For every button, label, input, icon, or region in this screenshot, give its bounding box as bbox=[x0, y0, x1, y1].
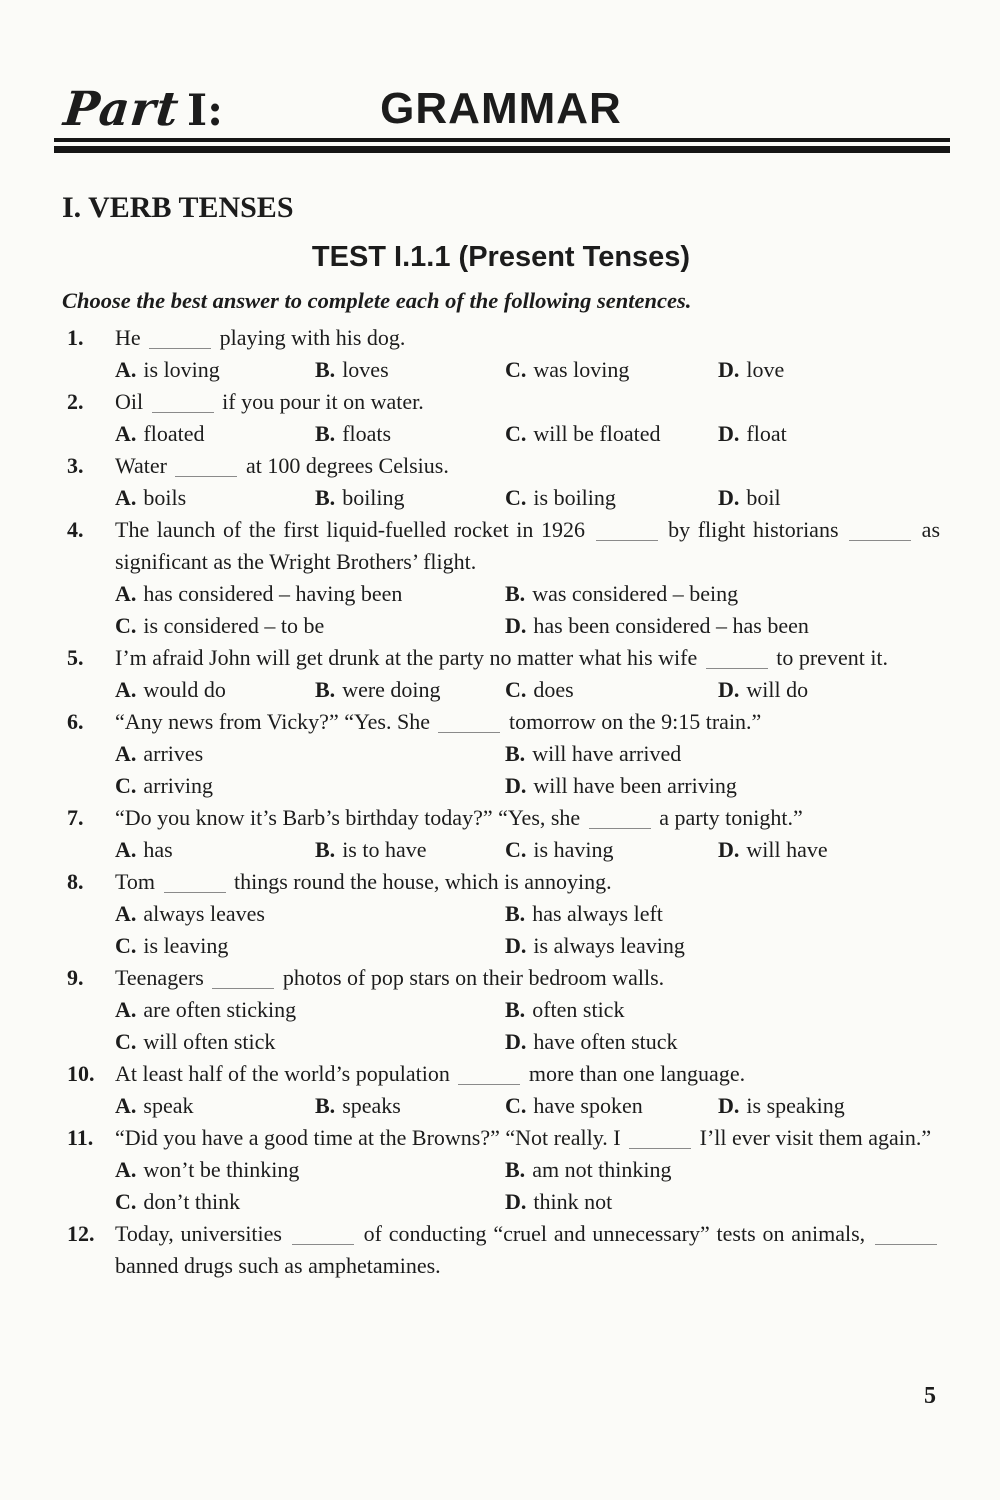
question-stem: He playing with his dog. bbox=[115, 325, 406, 350]
question-9 bbox=[62, 962, 940, 1058]
option-a: A. speak bbox=[115, 1093, 194, 1118]
option-row bbox=[115, 898, 940, 962]
option-label: C. bbox=[115, 1189, 137, 1214]
option-row bbox=[115, 1154, 940, 1218]
option-c: C. don’t think bbox=[115, 1189, 241, 1214]
option-label: A. bbox=[115, 741, 137, 766]
question-body bbox=[115, 962, 940, 1058]
option-label: B. bbox=[505, 997, 526, 1022]
option-label: B. bbox=[315, 677, 336, 702]
option-c: C. is considered – to be bbox=[115, 613, 325, 638]
option-b: B. boiling bbox=[315, 485, 405, 510]
option-label: C. bbox=[505, 677, 527, 702]
option-label: D. bbox=[505, 1189, 527, 1214]
option-label: A. bbox=[115, 357, 137, 382]
page-header bbox=[62, 82, 940, 136]
option-label: A. bbox=[115, 581, 137, 606]
header-rule bbox=[54, 138, 950, 153]
question-body bbox=[115, 866, 940, 962]
question-number: 3. bbox=[67, 453, 84, 478]
question-body bbox=[115, 322, 940, 386]
option-d: D. have often stuck bbox=[505, 1029, 678, 1054]
question-7 bbox=[62, 802, 940, 866]
option-row bbox=[115, 1090, 940, 1122]
option-label: A. bbox=[115, 677, 137, 702]
option-label: B. bbox=[505, 581, 526, 606]
option-d: D. boil bbox=[718, 485, 781, 510]
section-heading: I. VERB TENSES bbox=[62, 191, 294, 224]
question-stem: Tom things round the house, which is annoying. bbox=[115, 869, 612, 894]
option-label: A. bbox=[115, 997, 137, 1022]
option-label: B. bbox=[315, 837, 336, 862]
option-a: A. arrives bbox=[115, 741, 204, 766]
option-c: C. arriving bbox=[115, 773, 214, 798]
question-4 bbox=[62, 514, 940, 642]
option-d: D. will have bbox=[718, 837, 828, 862]
page-title: GRAMMAR bbox=[380, 84, 622, 133]
option-label: D. bbox=[505, 773, 527, 798]
option-d: D. is always leaving bbox=[505, 933, 685, 958]
answer-blank bbox=[292, 1231, 354, 1245]
option-row bbox=[115, 834, 940, 866]
instructions: Choose the best answer to complete each of the following sentences. bbox=[62, 288, 692, 313]
option-a: A. floated bbox=[115, 421, 205, 446]
option-b: B. has always left bbox=[505, 901, 663, 926]
option-label: D. bbox=[718, 357, 740, 382]
option-label: A. bbox=[115, 1157, 137, 1182]
question-3 bbox=[62, 450, 940, 514]
option-b: B. often stick bbox=[505, 997, 625, 1022]
option-b: B. was considered – being bbox=[505, 581, 739, 606]
question-11 bbox=[62, 1122, 940, 1218]
question-stem: I’m afraid John will get drunk at the party no matter what his wife to prevent it. bbox=[115, 645, 889, 670]
question-number: 10. bbox=[67, 1061, 95, 1086]
option-c: C. does bbox=[505, 677, 574, 702]
part-word: Part bbox=[61, 82, 182, 137]
option-label: C. bbox=[115, 933, 137, 958]
question-body bbox=[115, 386, 940, 450]
option-c: C. will be floated bbox=[505, 421, 661, 446]
question-12 bbox=[62, 1218, 940, 1282]
question-body bbox=[115, 1122, 940, 1218]
question-number: 9. bbox=[67, 965, 84, 990]
page-number: 5 bbox=[924, 1383, 936, 1409]
question-8 bbox=[62, 866, 940, 962]
answer-blank bbox=[438, 719, 500, 733]
answer-blank bbox=[589, 815, 651, 829]
question-number: 8. bbox=[67, 869, 84, 894]
question-number: 2. bbox=[67, 389, 84, 414]
option-label: B. bbox=[315, 1093, 336, 1118]
option-a: A. always leaves bbox=[115, 901, 265, 926]
option-d: D. will do bbox=[718, 677, 809, 702]
test-title: TEST I.1.1 (Present Tenses) bbox=[311, 241, 691, 273]
option-b: B. were doing bbox=[315, 677, 441, 702]
option-b: B. speaks bbox=[315, 1093, 401, 1118]
option-a: A. has bbox=[115, 837, 173, 862]
option-label: D. bbox=[718, 837, 740, 862]
option-c: C. have spoken bbox=[505, 1093, 643, 1118]
question-number: 11. bbox=[67, 1125, 94, 1150]
option-a: A. are often sticking bbox=[115, 997, 297, 1022]
option-label: C. bbox=[115, 613, 137, 638]
option-c: C. was loving bbox=[505, 357, 630, 382]
question-number: 7. bbox=[67, 805, 84, 830]
option-a: A. has considered – having been bbox=[115, 581, 403, 606]
question-list bbox=[62, 322, 940, 1282]
option-label: B. bbox=[505, 901, 526, 926]
option-row bbox=[115, 482, 940, 514]
option-label: B. bbox=[315, 357, 336, 382]
answer-blank bbox=[212, 975, 274, 989]
option-row bbox=[115, 994, 940, 1058]
question-body bbox=[115, 450, 940, 514]
option-d: D. has been considered – has been bbox=[505, 613, 809, 638]
option-label: D. bbox=[505, 933, 527, 958]
option-label: A. bbox=[115, 901, 137, 926]
question-body bbox=[115, 642, 940, 706]
answer-blank bbox=[164, 879, 226, 893]
question-number: 5. bbox=[67, 645, 84, 670]
option-label: A. bbox=[115, 837, 137, 862]
option-b: B. will have arrived bbox=[505, 741, 682, 766]
option-label: C. bbox=[505, 1093, 527, 1118]
option-row bbox=[115, 578, 940, 642]
question-stem: Teenagers photos of pop stars on their bedroom walls. bbox=[115, 965, 665, 990]
option-label: A. bbox=[115, 1093, 137, 1118]
option-c: C. will often stick bbox=[115, 1029, 276, 1054]
option-label: C. bbox=[505, 357, 527, 382]
option-row bbox=[115, 418, 940, 450]
option-a: A. is loving bbox=[115, 357, 220, 382]
question-2 bbox=[62, 386, 940, 450]
option-label: D. bbox=[718, 485, 740, 510]
question-number: 4. bbox=[67, 517, 84, 542]
option-c: C. is having bbox=[505, 837, 614, 862]
answer-blank bbox=[849, 527, 911, 541]
question-stem: “Do you know it’s Barb’s birthday today?” “Yes, she a party tonight.” bbox=[115, 805, 803, 830]
answer-blank bbox=[596, 527, 658, 541]
option-row bbox=[115, 738, 940, 802]
question-stem: “Did you have a good time at the Browns?” “Not really. I I’ll ever visit them again.” bbox=[115, 1125, 932, 1150]
option-b: B. floats bbox=[315, 421, 392, 446]
option-d: D. will have been arriving bbox=[505, 773, 737, 798]
answer-blank bbox=[175, 463, 237, 477]
question-10 bbox=[62, 1058, 940, 1122]
option-d: D. float bbox=[718, 421, 787, 446]
option-d: D. think not bbox=[505, 1189, 613, 1214]
option-a: A. boils bbox=[115, 485, 187, 510]
answer-blank bbox=[152, 399, 214, 413]
option-b: B. is to have bbox=[315, 837, 427, 862]
option-label: B. bbox=[505, 1157, 526, 1182]
question-stem: Today, universities of conducting “cruel and unnecessary” tests on animals, banned drugs such as amphetamines. bbox=[115, 1218, 940, 1282]
answer-blank bbox=[629, 1135, 691, 1149]
option-label: C. bbox=[505, 421, 527, 446]
question-body bbox=[115, 514, 940, 642]
option-row bbox=[115, 354, 940, 386]
option-d: D. love bbox=[718, 357, 785, 382]
question-body bbox=[115, 1218, 940, 1282]
option-label: C. bbox=[115, 1029, 137, 1054]
answer-blank bbox=[875, 1231, 937, 1245]
question-stem: Oil if you pour it on water. bbox=[115, 389, 424, 414]
question-body bbox=[115, 802, 940, 866]
option-c: C. is leaving bbox=[115, 933, 229, 958]
question-1 bbox=[62, 322, 940, 386]
question-5 bbox=[62, 642, 940, 706]
option-label: D. bbox=[718, 1093, 740, 1118]
option-label: D. bbox=[718, 421, 740, 446]
option-b: B. am not thinking bbox=[505, 1157, 672, 1182]
option-label: B. bbox=[505, 741, 526, 766]
option-label: B. bbox=[315, 485, 336, 510]
question-stem: The launch of the first liquid-fuelled rocket in 1926 by flight historians as significant as the Wright Brothers’ flight. bbox=[115, 517, 941, 574]
option-label: D. bbox=[505, 613, 527, 638]
option-label: A. bbox=[115, 485, 137, 510]
part-numeral: I: bbox=[187, 86, 224, 136]
question-body bbox=[115, 706, 940, 802]
question-number: 12. bbox=[67, 1221, 95, 1246]
question-6 bbox=[62, 706, 940, 802]
option-label: D. bbox=[505, 1029, 527, 1054]
option-label: C. bbox=[505, 837, 527, 862]
option-label: A. bbox=[115, 421, 137, 446]
option-b: B. loves bbox=[315, 357, 389, 382]
option-label: C. bbox=[505, 485, 527, 510]
question-body bbox=[115, 1058, 940, 1122]
option-a: A. won’t be thinking bbox=[115, 1157, 300, 1182]
answer-blank bbox=[706, 655, 768, 669]
option-d: D. is speaking bbox=[718, 1093, 845, 1118]
question-stem: At least half of the world’s population more than one language. bbox=[115, 1061, 746, 1086]
option-a: A. would do bbox=[115, 677, 226, 702]
option-label: B. bbox=[315, 421, 336, 446]
option-label: C. bbox=[115, 773, 137, 798]
question-number: 1. bbox=[67, 325, 84, 350]
answer-blank bbox=[149, 335, 211, 349]
option-c: C. is boiling bbox=[505, 485, 616, 510]
question-number: 6. bbox=[67, 709, 84, 734]
question-stem: “Any news from Vicky?” “Yes. She tomorrow on the 9:15 train.” bbox=[115, 709, 762, 734]
question-stem: Water at 100 degrees Celsius. bbox=[115, 453, 449, 478]
option-row bbox=[115, 674, 940, 706]
answer-blank bbox=[458, 1071, 520, 1085]
option-label: D. bbox=[718, 677, 740, 702]
